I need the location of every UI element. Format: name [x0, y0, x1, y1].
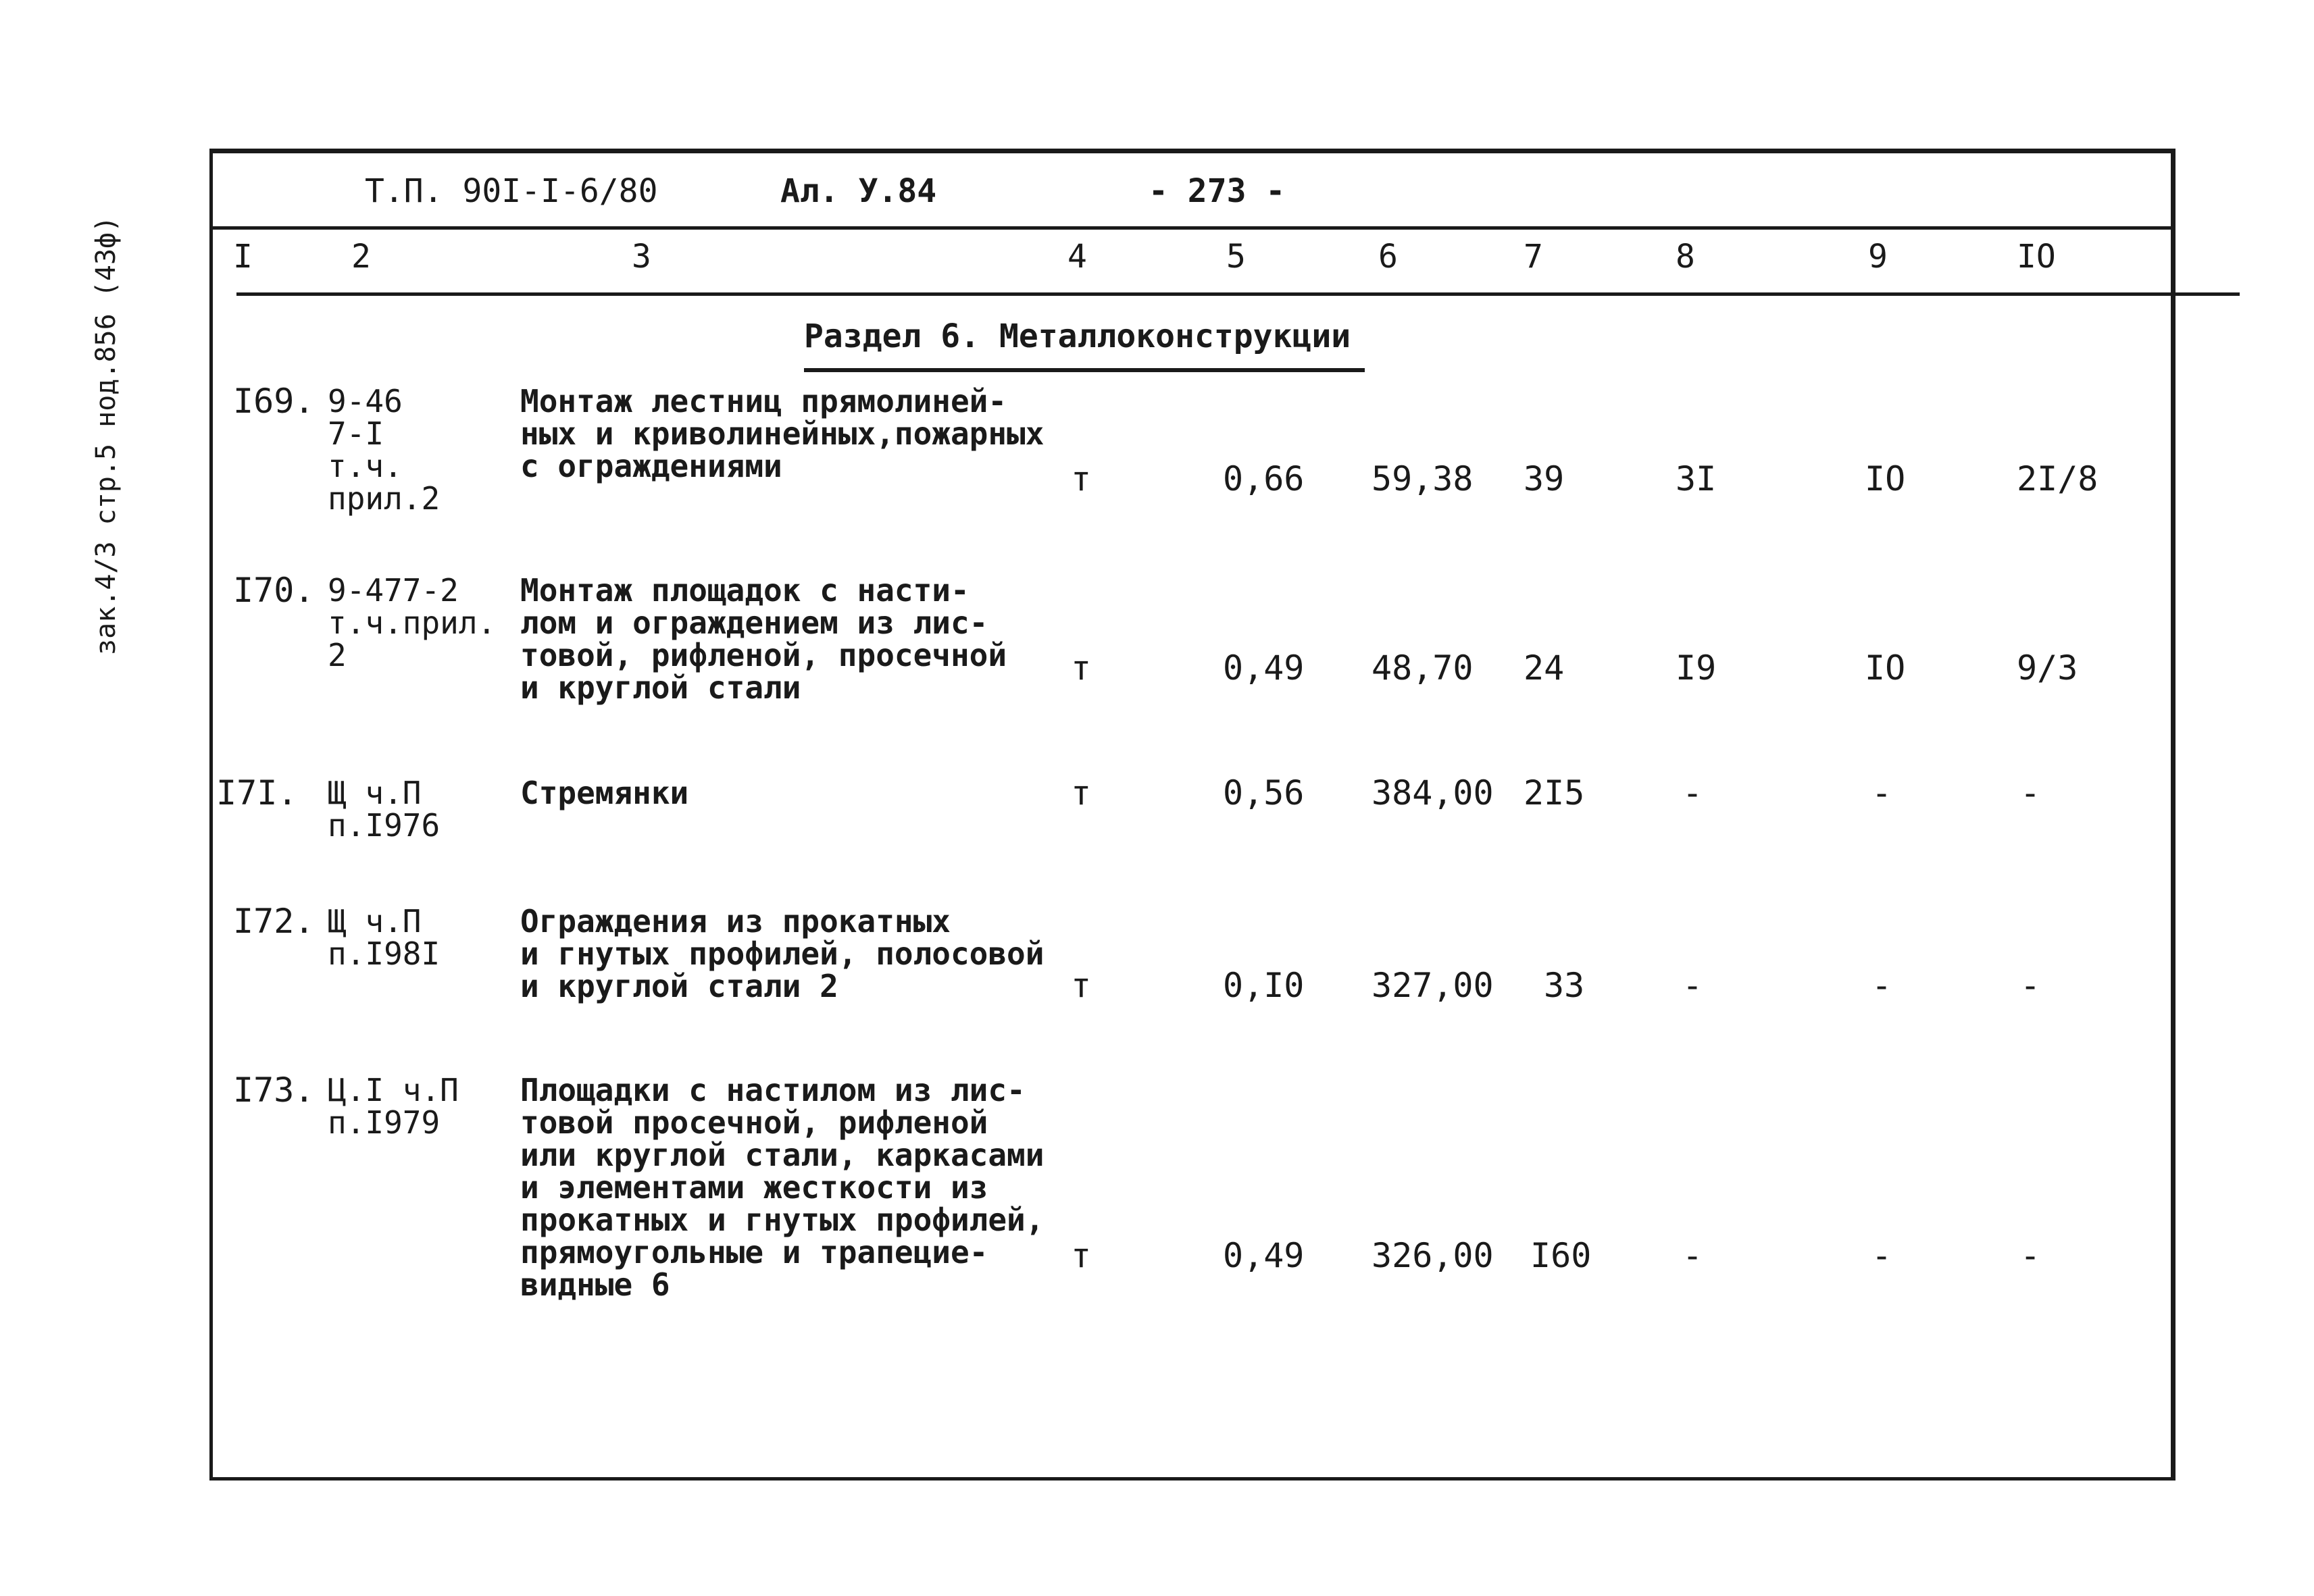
column-header-divider: [236, 292, 2240, 296]
row-number: I70.: [233, 571, 315, 610]
row-col6: 48,70: [1372, 648, 1474, 688]
row-col10: -: [2020, 1236, 2041, 1275]
section-title: Раздел 6. Металлоконструкции: [804, 317, 1351, 355]
side-stamp: [68, 169, 128, 655]
album-number: Ал. У.84: [780, 172, 937, 210]
row-col8: I9: [1676, 648, 1717, 688]
col-header-5: 5: [1226, 238, 1246, 276]
col-header-6: 6: [1378, 238, 1398, 276]
col-header-1: I: [233, 238, 253, 276]
doc-code: Т.П. 90I-I-6/80: [365, 172, 658, 210]
row-description: Ограждения из прокатных и гнутых профилей, полосовой и круглой стали 2: [520, 903, 1045, 1004]
row-description: Монтаж лестниц прямолиней- ных и криволинейных,пожарных с ограждениями: [520, 383, 1045, 484]
row-col9: -: [1871, 1236, 1892, 1275]
col-header-3: 3: [632, 238, 651, 276]
row-col10: -: [2020, 966, 2041, 1005]
row-col7: 33: [1544, 966, 1585, 1005]
row-number: I73.: [233, 1071, 315, 1110]
row-col5: 0,49: [1223, 648, 1305, 688]
row-unit: т: [1071, 773, 1092, 813]
side-stamp-text: зак.4/3 стр.5 нод.856 (43ф): [91, 215, 122, 655]
row-col8: -: [1682, 773, 1703, 813]
row-col5: 0,66: [1223, 459, 1305, 498]
row-col6: 327,00: [1372, 966, 1494, 1005]
row-col8: -: [1682, 966, 1703, 1005]
col-header-7: 7: [1524, 238, 1543, 276]
row-col9: IO: [1865, 459, 1906, 498]
row-col10: 2I/8: [2017, 459, 2098, 498]
row-col10: -: [2020, 773, 2041, 813]
row-reference: 9-477-2 т.ч.прил. 2: [328, 572, 497, 673]
row-reference: Ц.I ч.П п.I979: [328, 1072, 459, 1141]
row-col6: 384,00: [1372, 773, 1494, 813]
row-col7: I60: [1530, 1236, 1592, 1275]
row-description: Стремянки: [520, 775, 689, 811]
row-col9: -: [1871, 966, 1892, 1005]
row-unit: т: [1071, 1236, 1092, 1275]
row-col9: -: [1871, 773, 1892, 813]
page-number: - 273 -: [1149, 172, 1286, 210]
row-col8: 3I: [1676, 459, 1717, 498]
row-col8: -: [1682, 1236, 1703, 1275]
row-reference: Щ ч.П п.I98I: [328, 903, 441, 972]
row-reference: 9-46 7-I т.ч. прил.2: [328, 383, 441, 517]
col-header-2: 2: [351, 238, 371, 276]
col-header-8: 8: [1676, 238, 1695, 276]
row-col6: 59,38: [1372, 459, 1474, 498]
row-col7: 24: [1524, 648, 1565, 688]
row-unit: т: [1071, 966, 1092, 1005]
row-description: Монтаж площадок с насти- лом и ограждением из лис- товой, рифленой, просечной и круглой стали: [520, 572, 1007, 706]
col-header-9: 9: [1868, 238, 1888, 276]
row-col5: 0,56: [1223, 773, 1305, 813]
col-header-10: IO: [2017, 238, 2056, 276]
col-header-4: 4: [1067, 238, 1087, 276]
row-col7: 2I5: [1524, 773, 1585, 813]
row-col5: 0,I0: [1223, 966, 1305, 1005]
row-col5: 0,49: [1223, 1236, 1305, 1275]
row-col10: 9/3: [2017, 648, 2078, 688]
row-number: I69.: [233, 382, 315, 421]
row-unit: т: [1071, 459, 1092, 498]
section-title-underline: [804, 368, 1365, 372]
row-number: I7I.: [216, 773, 298, 813]
row-col7: 39: [1524, 459, 1565, 498]
row-description: Площадки с настилом из лис- товой просечной, рифленой или круглой стали, каркасами и элементами жесткости из прокатных и гнутых профилей, прямоугольные и трапецие- видные 6: [520, 1072, 1045, 1303]
header-divider: [209, 226, 2171, 230]
row-reference: Щ ч.П п.I976: [328, 775, 441, 844]
row-col9: IO: [1865, 648, 1906, 688]
row-unit: т: [1071, 648, 1092, 688]
row-number: I72.: [233, 902, 315, 941]
row-col6: 326,00: [1372, 1236, 1494, 1275]
